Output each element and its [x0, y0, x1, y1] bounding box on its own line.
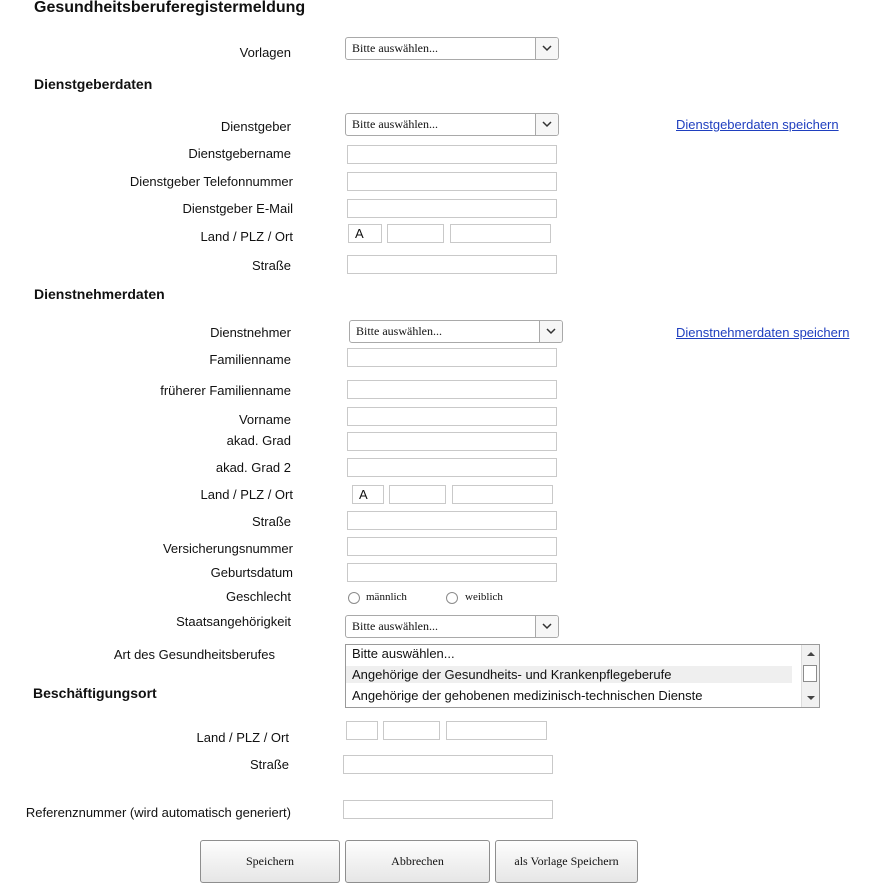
dienstgeber-email-input[interactable]	[347, 199, 557, 218]
staatsangehoerigkeit-select-value: Bitte auswählen...	[352, 619, 438, 633]
referenznummer-input[interactable]	[343, 800, 553, 819]
versicherungsnummer-input[interactable]	[347, 537, 557, 556]
dienstgeber-email-label: Dienstgeber E-Mail	[182, 201, 293, 216]
scroll-down-arrow-icon[interactable]	[807, 696, 815, 700]
gender-male-radio[interactable]	[348, 592, 360, 604]
beschaeftigungsort-ort-input[interactable]	[446, 721, 547, 740]
listbox-option[interactable]: Bitte auswählen...	[352, 646, 455, 661]
geburtsdatum-label: Geburtsdatum	[210, 565, 293, 580]
vorlagen-label: Vorlagen	[239, 45, 291, 60]
geburtsdatum-input[interactable]	[347, 563, 557, 582]
chevron-down-icon[interactable]	[535, 616, 558, 637]
dienstnehmer-street-input[interactable]	[347, 511, 557, 530]
dienstnehmer-select-value: Bitte auswählen...	[356, 324, 442, 338]
beschaeftigungsort-plz-input[interactable]	[383, 721, 440, 740]
vorlagen-select[interactable]	[345, 37, 559, 60]
akad-grad-input[interactable]	[347, 432, 557, 451]
versicherungsnummer-label: Versicherungsnummer	[162, 541, 293, 556]
listbox-option[interactable]: Angehörige der Gesundheits- und Krankenpflegeberufe	[346, 666, 792, 683]
listbox-option[interactable]: Angehörige der gehobenen medizinisch-technischen Dienste	[352, 688, 703, 703]
save-as-template-button[interactable]: als Vorlage Speichern	[495, 840, 638, 883]
section-dienstgeberdaten: Dienstgeberdaten	[34, 76, 153, 92]
dienstnehmer-country-input[interactable]	[352, 485, 384, 504]
staatsangehoerigkeit-select[interactable]	[345, 615, 559, 638]
dienstnehmer-label: Dienstnehmer	[210, 325, 291, 340]
section-dienstnehmerdaten: Dienstnehmerdaten	[34, 286, 165, 302]
dienstgeber-plz-input[interactable]	[387, 224, 444, 243]
beschaeftigungsort-street-label: Straße	[249, 757, 289, 772]
referenznummer-label: Referenznummer (wird automatisch generiert)	[25, 805, 291, 820]
vorname-label: Vorname	[238, 412, 291, 427]
chevron-down-icon[interactable]	[539, 321, 562, 342]
dienstgebername-label: Dienstgebername	[188, 146, 291, 161]
familienname-label: Familienname	[209, 352, 291, 367]
familienname-input[interactable]	[347, 348, 557, 367]
gender-male-label[interactable]: männlich	[366, 591, 407, 603]
akad-grad-label: akad. Grad	[226, 433, 291, 448]
dienstgeber-label: Dienstgeber	[220, 119, 291, 134]
gender-female-radio[interactable]	[446, 592, 458, 604]
beschaeftigungsort-street-input[interactable]	[343, 755, 553, 774]
save-button[interactable]: Speichern	[200, 840, 340, 883]
akad-grad-2-label: akad. Grad 2	[215, 460, 291, 475]
beschaeftigungsort-country-input[interactable]	[346, 721, 378, 740]
gender-female-label[interactable]: weiblich	[465, 591, 503, 603]
scrollbar-thumb[interactable]	[803, 665, 817, 682]
dienstgeber-street-input[interactable]	[347, 255, 557, 274]
dienstgeberdaten-speichern-link[interactable]: Dienstgeberdaten speichern	[676, 117, 839, 132]
dienstnehmerdaten-speichern-link[interactable]: Dienstnehmerdaten speichern	[676, 325, 850, 340]
dienstgeber-select[interactable]	[345, 113, 559, 136]
cancel-button[interactable]: Abbrechen	[345, 840, 490, 883]
gesundheitsberuf-listbox[interactable]	[345, 644, 820, 708]
dienstnehmer-street-label: Straße	[251, 514, 291, 529]
dienstgeber-telefon-label: Dienstgeber Telefonnummer	[129, 174, 293, 189]
gesundheitsberuf-label: Art des Gesundheitsberufes	[113, 647, 275, 662]
dienstnehmer-plz-input[interactable]	[389, 485, 446, 504]
vorlagen-select-value: Bitte auswählen...	[352, 41, 438, 55]
dienstgebername-input[interactable]	[347, 145, 557, 164]
frueherer-familienname-input[interactable]	[347, 380, 557, 399]
dienstgeber-select-value: Bitte auswählen...	[352, 117, 438, 131]
chevron-down-icon[interactable]	[535, 38, 558, 59]
frueherer-familienname-label: früherer Familienname	[160, 383, 291, 398]
chevron-down-icon[interactable]	[535, 114, 558, 135]
dienstgeber-address-label: Land / PLZ / Ort	[200, 229, 293, 244]
dienstgeber-street-label: Straße	[251, 258, 291, 273]
beschaeftigungsort-address-label: Land / PLZ / Ort	[196, 730, 289, 745]
akad-grad-2-input[interactable]	[347, 458, 557, 477]
staatsangehoerigkeit-label: Staatsangehörigkeit	[176, 614, 291, 629]
dienstnehmer-select[interactable]	[349, 320, 563, 343]
dienstgeber-country-input[interactable]	[348, 224, 382, 243]
scroll-up-arrow-icon[interactable]	[807, 652, 815, 656]
section-beschaeftigungsort: Beschäftigungsort	[33, 685, 157, 701]
listbox-scrollbar[interactable]	[801, 645, 819, 707]
page-title: Gesundheitsberuferegistermeldung	[34, 0, 306, 16]
dienstgeber-telefon-input[interactable]	[347, 172, 557, 191]
vorname-input[interactable]	[347, 407, 557, 426]
dienstnehmer-ort-input[interactable]	[452, 485, 553, 504]
geschlecht-label: Geschlecht	[225, 589, 291, 604]
dienstnehmer-address-label: Land / PLZ / Ort	[200, 487, 293, 502]
dienstgeber-ort-input[interactable]	[450, 224, 551, 243]
